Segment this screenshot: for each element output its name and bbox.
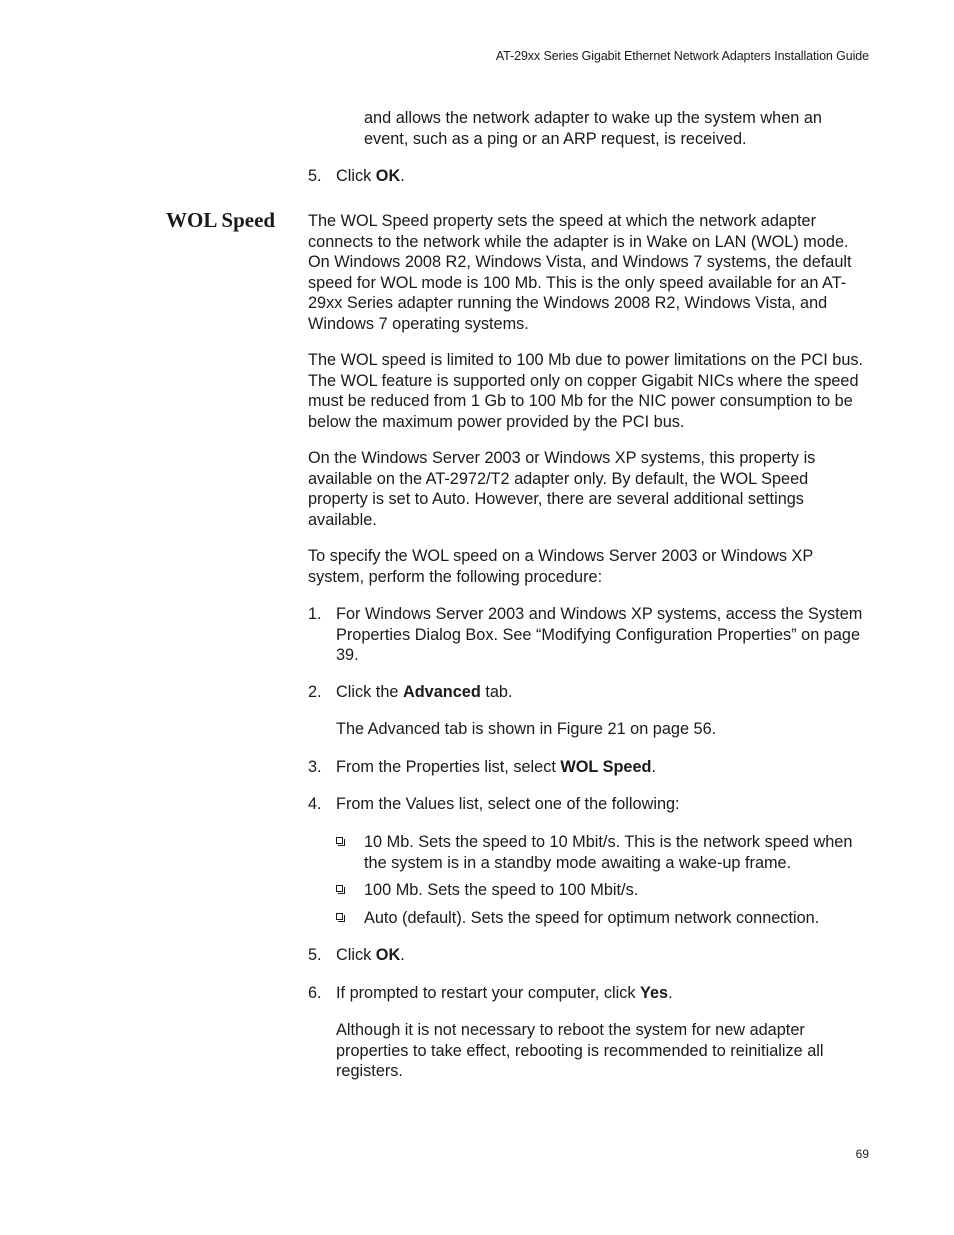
step-2 (308, 682, 870, 703)
step-5 (308, 945, 870, 966)
running-header: AT-29xx Series Gigabit Ethernet Network Adapters Installation Guide (495, 49, 869, 63)
section-paragraph-1 (308, 211, 870, 334)
previous-step-5 (308, 166, 870, 187)
step-text-end: . (400, 946, 405, 964)
section-paragraph-4 (308, 546, 853, 587)
step-text: Click (336, 167, 376, 185)
step-bold: Advanced (402, 683, 481, 701)
step-text: If prompted to restart your computer, click (336, 984, 641, 1002)
step-bold: WOL Speed (560, 758, 652, 776)
step-number: 5. (308, 167, 322, 185)
step-3 (308, 757, 870, 778)
step-text: Click the (336, 683, 403, 701)
step-2-note: The Advanced tab is shown in Figure 21 on page 56. (336, 720, 717, 738)
step-number: 3. (308, 758, 322, 776)
step-text-end: tab. (480, 683, 513, 701)
step-number: 2. (308, 683, 322, 701)
step-number: 1. (308, 605, 322, 623)
section-heading: WOL Speed (166, 208, 276, 232)
step-bold: OK (375, 167, 401, 185)
step-6 (308, 983, 870, 1004)
step-1 (308, 604, 870, 666)
step-bold: Yes (640, 984, 669, 1002)
checkbox-bullet-icon (336, 885, 343, 892)
paragraph: The WOL speed is limited to 100 Mb due to power limitations on the PCI bus. The WOL feature is supported only on copper Gigabit NICs where the speed must be reduced from 1 Gb to 100 Mb for the NIC power consumption to be below the maximum power provided by the PCI bus. (308, 351, 864, 431)
section-paragraph-2 (308, 350, 870, 432)
step-text-end: . (400, 167, 405, 185)
bullet-text: 100 Mb. Sets the speed to 100 Mbit/s. (364, 881, 639, 899)
option-bullet-1 (336, 832, 870, 873)
step-number: 5. (308, 946, 322, 964)
page-number: 69 (855, 1147, 869, 1161)
bullet-text: Auto (default). Sets the speed for optimum network connection. (364, 909, 820, 927)
step-bold: OK (375, 946, 401, 964)
step-text: From the Values list, select one of the following: (336, 795, 680, 813)
checkbox-bullet-icon (336, 913, 343, 920)
step-number: 4. (308, 795, 322, 813)
step-4 (308, 794, 870, 815)
section-paragraph-3 (308, 448, 853, 530)
step-6-note: Although it is not necessary to reboot the system for new adapter properties to take effect, rebooting is recommended to reinitialize all registers. (336, 1021, 824, 1080)
step-text: From the Properties list, select (336, 758, 561, 776)
step-text: Click (336, 946, 376, 964)
checkbox-bullet-icon (336, 837, 343, 844)
option-bullet-2 (336, 880, 870, 901)
step-text-end: . (651, 758, 657, 776)
paragraph: On the Windows Server 2003 or Windows XP systems, this property is available on the AT-2972/T2 adapter only. By default, the WOL Speed property is set to Auto. However, there are several additional settings available. (308, 449, 816, 529)
continuation-paragraph: and allows the network adapter to wake up the system when an event, such as a ping or an ARP request, is received. (364, 109, 822, 148)
bullet-text: 10 Mb. Sets the speed to 10 Mbit/s. This is the network speed when the system is in a standby mode awaiting a wake-up frame. (364, 833, 853, 872)
option-bullet-3 (336, 908, 870, 929)
paragraph: The WOL Speed property sets the speed at which the network adapter connects to the network while the adapter is in Wake on LAN (WOL) mode. On Windows 2008 R2, Windows Vista, and Windows 7 systems, the default speed for WOL mode is 100 Mb. This is the only speed available for an AT-29xx Series adapter running the Windows 2008 R2, Windows Vista, and Windows 7 operating systems. (308, 212, 852, 333)
paragraph: To specify the WOL speed on a Windows Server 2003 or Windows XP system, perform the following procedure: (308, 547, 813, 586)
continuation-text (364, 108, 870, 149)
step-text-end: . (668, 984, 673, 1002)
step-text: For Windows Server 2003 and Windows XP systems, access the System Properties Dialog Box. See “Modifying Configuration Properties” on page 39. (336, 605, 863, 664)
step-number: 6. (308, 984, 322, 1002)
